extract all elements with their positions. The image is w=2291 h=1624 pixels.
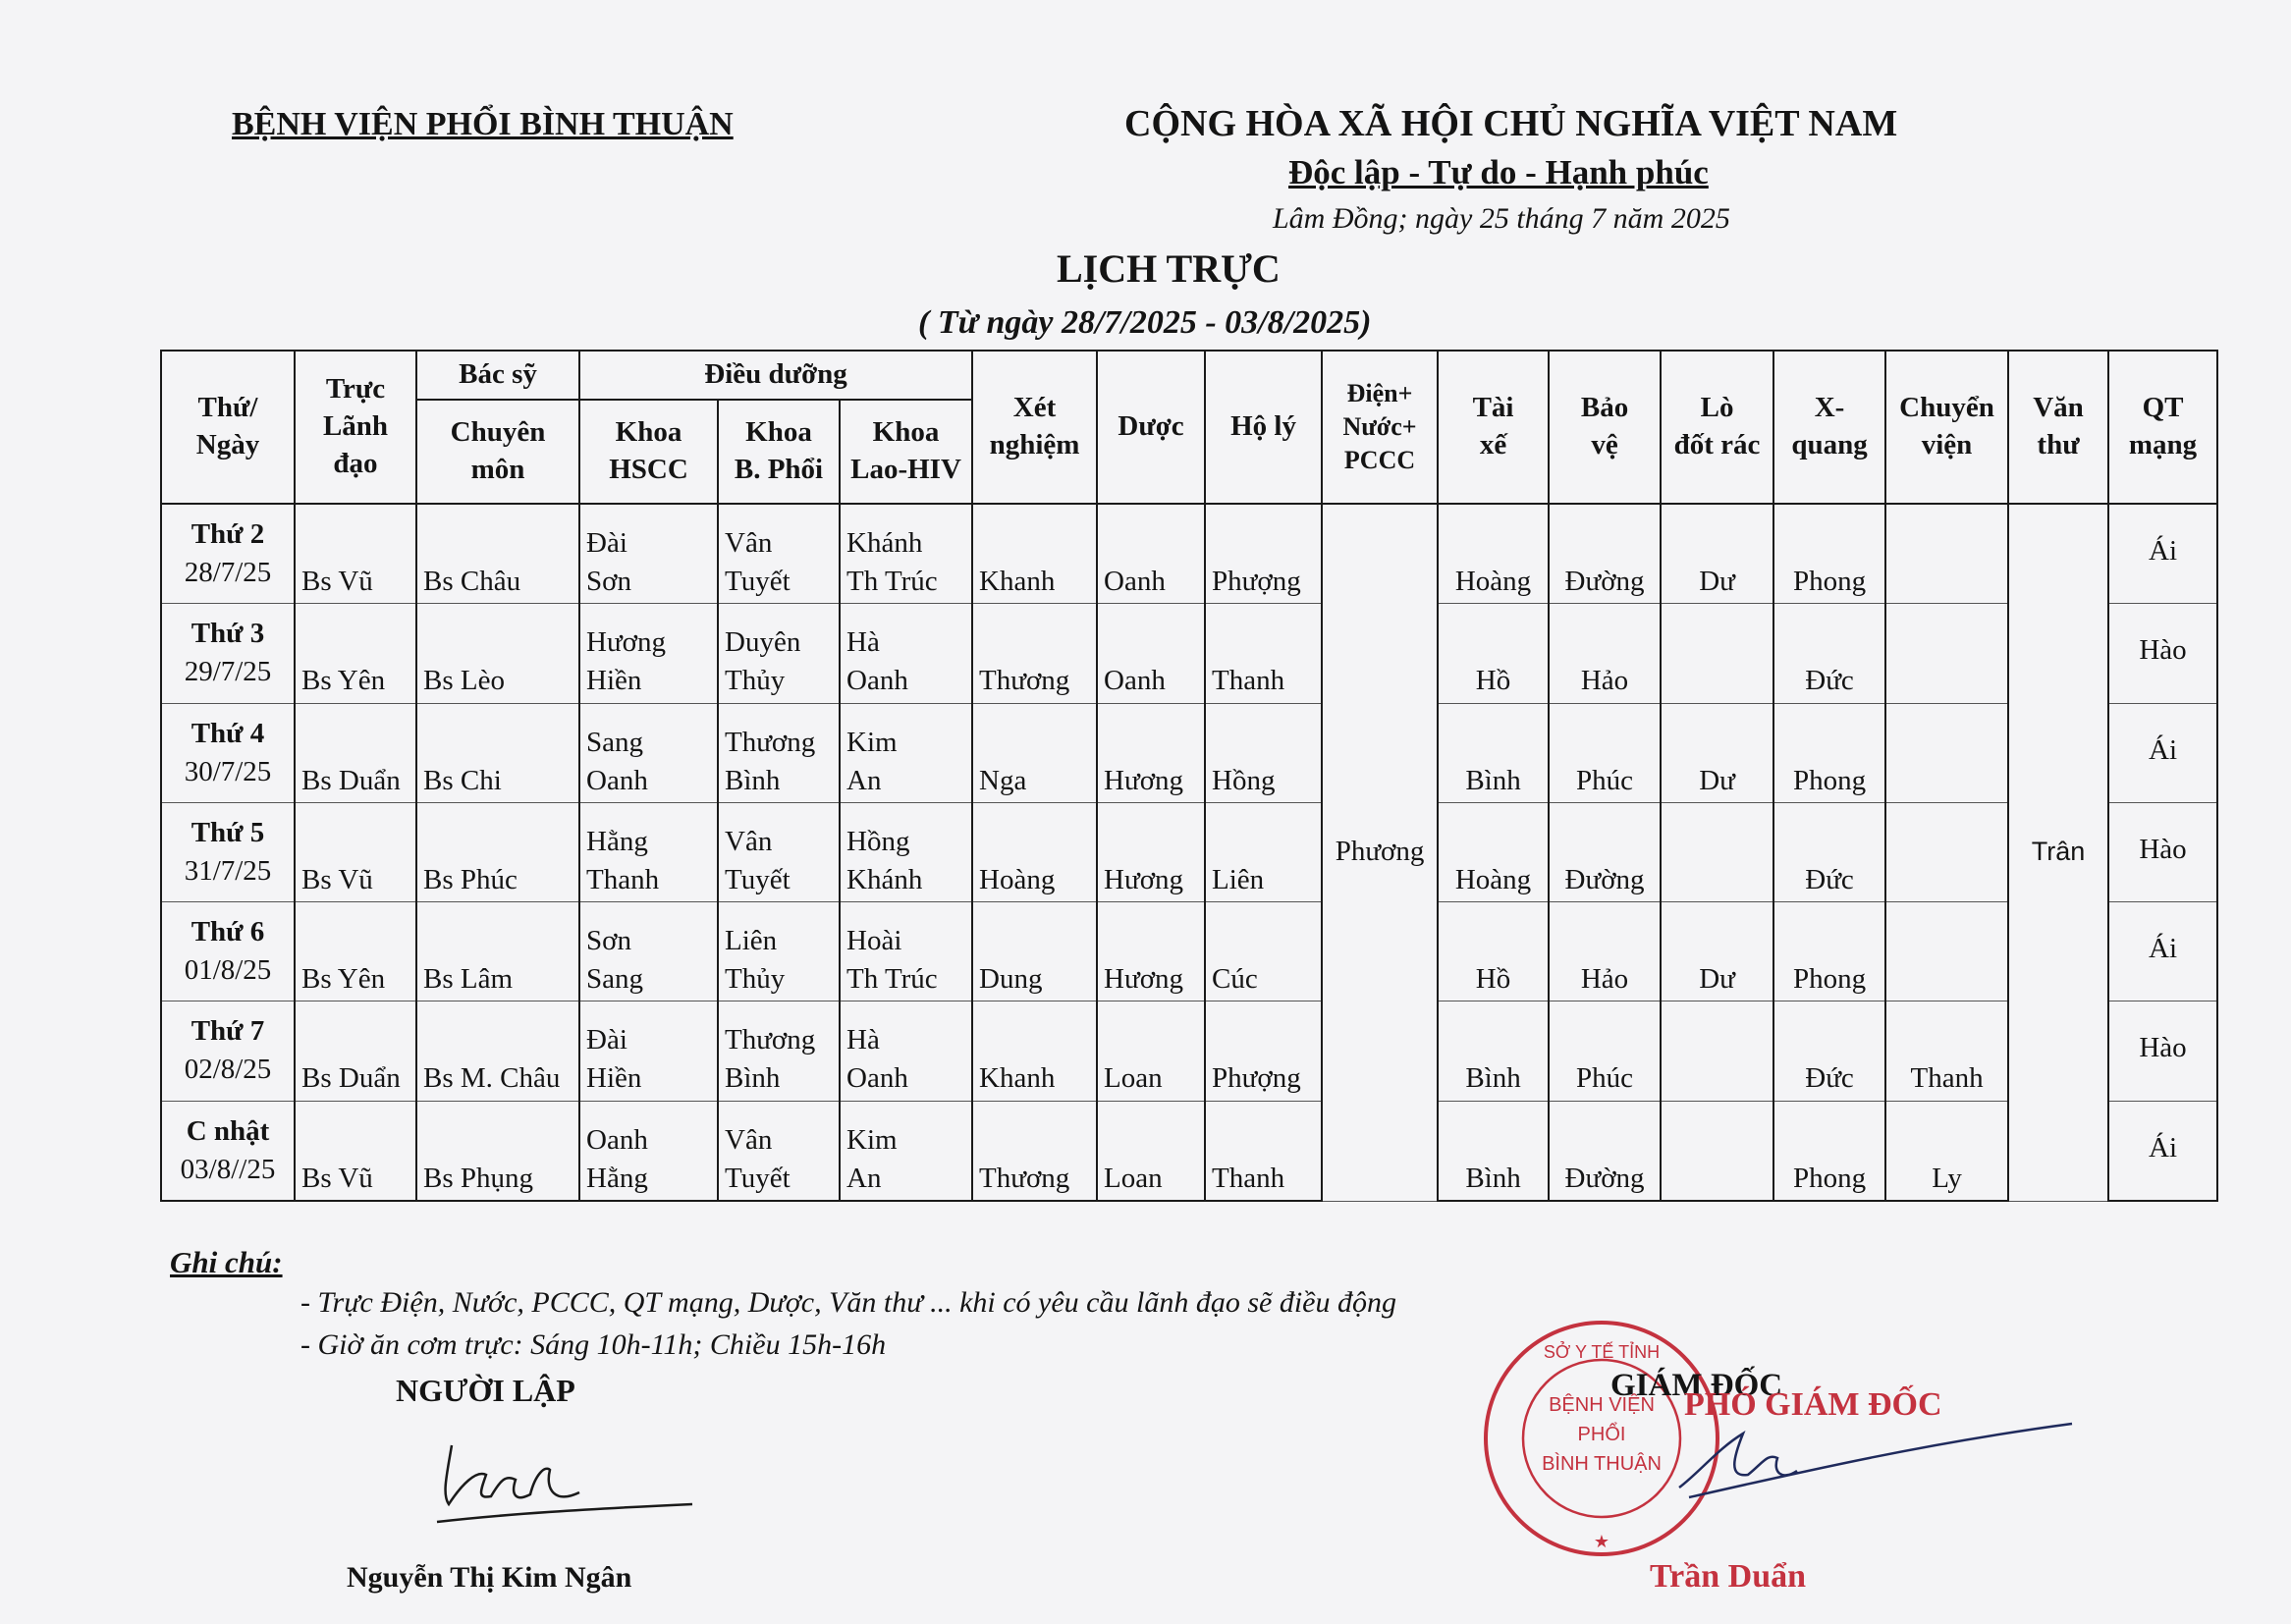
pharmacy-cell: Oanh xyxy=(1097,604,1205,703)
director-signature xyxy=(1650,1404,2082,1512)
header-bphoi: Khoa B. Phổi xyxy=(718,400,840,504)
electric-cell: Phương xyxy=(1322,504,1438,1201)
leader-cell: Bs Duẩn xyxy=(295,1001,416,1101)
lab-cell: Hoàng xyxy=(972,802,1097,901)
hscc-cell: Oanh Hằng xyxy=(579,1101,718,1201)
day-cell: Thứ 6 01/8/25 xyxy=(161,902,295,1001)
pharmacy-cell: Hương xyxy=(1097,902,1205,1001)
bphoi-cell: Duyên Thủy xyxy=(718,604,840,703)
transfer-cell xyxy=(1885,703,2008,802)
network-cell: Ái xyxy=(2108,902,2217,1001)
orderly-cell: Thanh xyxy=(1205,1101,1322,1201)
header-doctor: Bác sỹ xyxy=(416,351,579,400)
table-row xyxy=(161,902,2217,1001)
table-row xyxy=(161,1001,2217,1101)
orderly-cell: Thanh xyxy=(1205,604,1322,703)
preparer-signature xyxy=(408,1416,702,1543)
transfer-cell: Ly xyxy=(1885,1101,2008,1201)
security-cell: Đường xyxy=(1549,1101,1661,1201)
driver-cell: Hồ xyxy=(1438,902,1549,1001)
security-cell: Phúc xyxy=(1549,1001,1661,1101)
table-row xyxy=(161,703,2217,802)
lab-cell: Nga xyxy=(972,703,1097,802)
bphoi-cell: Liên Thủy xyxy=(718,902,840,1001)
orderly-cell: Phượng xyxy=(1205,1001,1322,1101)
header-specialist: Chuyên môn xyxy=(416,400,579,504)
header-day: Thứ/ Ngày xyxy=(161,351,295,504)
orderly-cell: Phượng xyxy=(1205,504,1322,604)
header-xray: X- quang xyxy=(1773,351,1885,504)
transfer-cell xyxy=(1885,902,2008,1001)
table-body xyxy=(161,504,2217,1201)
leader-cell: Bs Yên xyxy=(295,604,416,703)
notes-title: Ghi chú: xyxy=(170,1245,283,1279)
lab-cell: Dung xyxy=(972,902,1097,1001)
note-item: - Trực Điện, Nước, PCCC, QT mạng, Dược, Văn thư ... khi có yêu cầu lãnh đạo sẽ điều động xyxy=(300,1286,1396,1319)
lao-cell: Hà Oanh xyxy=(840,1001,972,1101)
network-cell: Ái xyxy=(2108,703,2217,802)
leader-cell: Bs Vũ xyxy=(295,802,416,901)
header-transfer: Chuyển viện xyxy=(1885,351,2008,504)
day-cell: Thứ 4 30/7/25 xyxy=(161,703,295,802)
driver-cell: Hoàng xyxy=(1438,802,1549,901)
day-cell: Thứ 2 28/7/25 xyxy=(161,504,295,604)
incinerator-cell xyxy=(1661,1101,1773,1201)
transfer-cell xyxy=(1885,504,2008,604)
hscc-cell: Sơn Sang xyxy=(579,902,718,1001)
doctor-cell: Bs M. Châu xyxy=(416,1001,579,1101)
lab-cell: Khanh xyxy=(972,1001,1097,1101)
dateline: Lâm Đồng; ngày 25 tháng 7 năm 2025 xyxy=(1273,202,1730,235)
incinerator-cell xyxy=(1661,802,1773,901)
orderly-cell: Hồng xyxy=(1205,703,1322,802)
seal-line: BÌNH THUẬN xyxy=(1542,1453,1662,1475)
hscc-cell: Hằng Thanh xyxy=(579,802,718,901)
bphoi-cell: Vân Tuyết xyxy=(718,1101,840,1201)
header-lao-hiv: Khoa Lao-HIV xyxy=(840,400,972,504)
orderly-cell: Cúc xyxy=(1205,902,1322,1001)
lao-cell: Kim An xyxy=(840,703,972,802)
hospital-name: BỆNH VIỆN PHỔI BÌNH THUẬN xyxy=(232,106,734,142)
incinerator-cell: Dư xyxy=(1661,504,1773,604)
pharmacy-cell: Hương xyxy=(1097,802,1205,901)
header-nursing: Điều dưỡng xyxy=(579,351,972,400)
pharmacy-cell: Oanh xyxy=(1097,504,1205,604)
leader-cell: Bs Duẩn xyxy=(295,703,416,802)
xray-cell: Phong xyxy=(1773,1101,1885,1201)
hscc-cell: Hương Hiền xyxy=(579,604,718,703)
doctor-cell: Bs Phụng xyxy=(416,1101,579,1201)
note-item: - Giờ ăn cơm trực: Sáng 10h-11h; Chiều 15h-16h xyxy=(300,1328,887,1361)
lao-cell: Kim An xyxy=(840,1101,972,1201)
hscc-cell: Đài Sơn xyxy=(579,504,718,604)
xray-cell: Phong xyxy=(1773,703,1885,802)
date-range-subtitle: ( Từ ngày 28/7/2025 - 03/8/2025) xyxy=(918,304,1372,341)
director-title: GIÁM ĐỐC xyxy=(1610,1368,1783,1403)
network-cell: Hào xyxy=(2108,1001,2217,1101)
doctor-cell: Bs Phúc xyxy=(416,802,579,901)
transfer-cell: Thanh xyxy=(1885,1001,2008,1101)
table-row xyxy=(161,802,2217,901)
seal-outer-text: SỞ Y TẾ TỈNH xyxy=(1543,1342,1661,1362)
hscc-cell: Sang Oanh xyxy=(579,703,718,802)
header-driver: Tài xế xyxy=(1438,351,1549,504)
pharmacy-cell: Loan xyxy=(1097,1101,1205,1201)
lab-cell: Thương xyxy=(972,604,1097,703)
driver-cell: Bình xyxy=(1438,1101,1549,1201)
header-hscc: Khoa HSCC xyxy=(579,400,718,504)
table-header xyxy=(161,351,2217,504)
lao-cell: Khánh Th Trúc xyxy=(840,504,972,604)
seal-line: BỆNH VIỆN xyxy=(1549,1394,1655,1416)
leader-cell: Bs Vũ xyxy=(295,1101,416,1201)
table-row xyxy=(161,604,2217,703)
incinerator-cell: Dư xyxy=(1661,703,1773,802)
day-cell: Thứ 3 29/7/25 xyxy=(161,604,295,703)
header-orderly: Hộ lý xyxy=(1205,351,1322,504)
day-cell: C nhật 03/8//25 xyxy=(161,1101,295,1201)
deputy-director-title: PHÓ GIÁM ĐỐC xyxy=(1684,1386,1942,1423)
lao-cell: Hồng Khánh xyxy=(840,802,972,901)
xray-cell: Phong xyxy=(1773,504,1885,604)
incinerator-cell xyxy=(1661,1001,1773,1101)
security-cell: Phúc xyxy=(1549,703,1661,802)
security-cell: Đường xyxy=(1549,504,1661,604)
day-cell: Thứ 5 31/7/25 xyxy=(161,802,295,901)
lao-cell: Hà Oanh xyxy=(840,604,972,703)
header-leader: Trực Lãnh đạo xyxy=(295,351,416,504)
preparer-title: NGƯỜI LẬP xyxy=(396,1373,575,1408)
network-cell: Ái xyxy=(2108,1101,2217,1201)
hscc-cell: Đài Hiền xyxy=(579,1001,718,1101)
driver-cell: Bình xyxy=(1438,1001,1549,1101)
leader-cell: Bs Vũ xyxy=(295,504,416,604)
preparer-name: Nguyễn Thị Kim Ngân xyxy=(347,1561,632,1594)
country-name: CỘNG HÒA XÃ HỘI CHỦ NGHĨA VIỆT NAM xyxy=(1124,103,1898,144)
xray-cell: Đức xyxy=(1773,1001,1885,1101)
duty-schedule-table xyxy=(160,350,2218,1202)
clerk-cell: Trân xyxy=(2008,504,2108,1201)
header-incinerator: Lò đốt rác xyxy=(1661,351,1773,504)
xray-cell: Đức xyxy=(1773,802,1885,901)
header-electric: Điện+ Nước+ PCCC xyxy=(1322,351,1438,504)
security-cell: Đường xyxy=(1549,802,1661,901)
network-cell: Hào xyxy=(2108,604,2217,703)
page-title: LỊCH TRỰC xyxy=(1057,246,1281,291)
header-lab: Xét nghiệm xyxy=(972,351,1097,504)
transfer-cell xyxy=(1885,604,2008,703)
doctor-cell: Bs Chi xyxy=(416,703,579,802)
driver-cell: Bình xyxy=(1438,703,1549,802)
network-cell: Hào xyxy=(2108,802,2217,901)
pharmacy-cell: Loan xyxy=(1097,1001,1205,1101)
national-motto: Độc lập - Tự do - Hạnh phúc xyxy=(1288,153,1709,191)
day-cell: Thứ 7 02/8/25 xyxy=(161,1001,295,1101)
doctor-cell: Bs Lâm xyxy=(416,902,579,1001)
driver-cell: Hồ xyxy=(1438,604,1549,703)
incinerator-cell xyxy=(1661,604,1773,703)
seal-line: PHỔI xyxy=(1577,1424,1626,1445)
orderly-cell: Liên xyxy=(1205,802,1322,901)
driver-cell: Hoàng xyxy=(1438,504,1549,604)
incinerator-cell: Dư xyxy=(1661,902,1773,1001)
security-cell: Hảo xyxy=(1549,604,1661,703)
pharmacy-cell: Hương xyxy=(1097,703,1205,802)
table-row xyxy=(161,504,2217,604)
xray-cell: Đức xyxy=(1773,604,1885,703)
network-cell: Ái xyxy=(2108,504,2217,604)
header-security: Bảo vệ xyxy=(1549,351,1661,504)
leader-cell: Bs Yên xyxy=(295,902,416,1001)
bphoi-cell: Thương Bình xyxy=(718,703,840,802)
header-pharmacy: Dược xyxy=(1097,351,1205,504)
doctor-cell: Bs Châu xyxy=(416,504,579,604)
transfer-cell xyxy=(1885,802,2008,901)
svg-text:★: ★ xyxy=(1593,1532,1610,1551)
security-cell: Hảo xyxy=(1549,902,1661,1001)
header-network: QT mạng xyxy=(2108,351,2217,504)
lao-cell: Hoài Th Trúc xyxy=(840,902,972,1001)
doctor-cell: Bs Lèo xyxy=(416,604,579,703)
bphoi-cell: Vân Tuyết xyxy=(718,802,840,901)
lab-cell: Thương xyxy=(972,1101,1097,1201)
table-row xyxy=(161,1101,2217,1201)
director-name: Trần Duẩn xyxy=(1650,1558,1807,1595)
header-clerk: Văn thư xyxy=(2008,351,2108,504)
bphoi-cell: Thương Bình xyxy=(718,1001,840,1101)
lab-cell: Khanh xyxy=(972,504,1097,604)
bphoi-cell: Vân Tuyết xyxy=(718,504,840,604)
xray-cell: Phong xyxy=(1773,902,1885,1001)
